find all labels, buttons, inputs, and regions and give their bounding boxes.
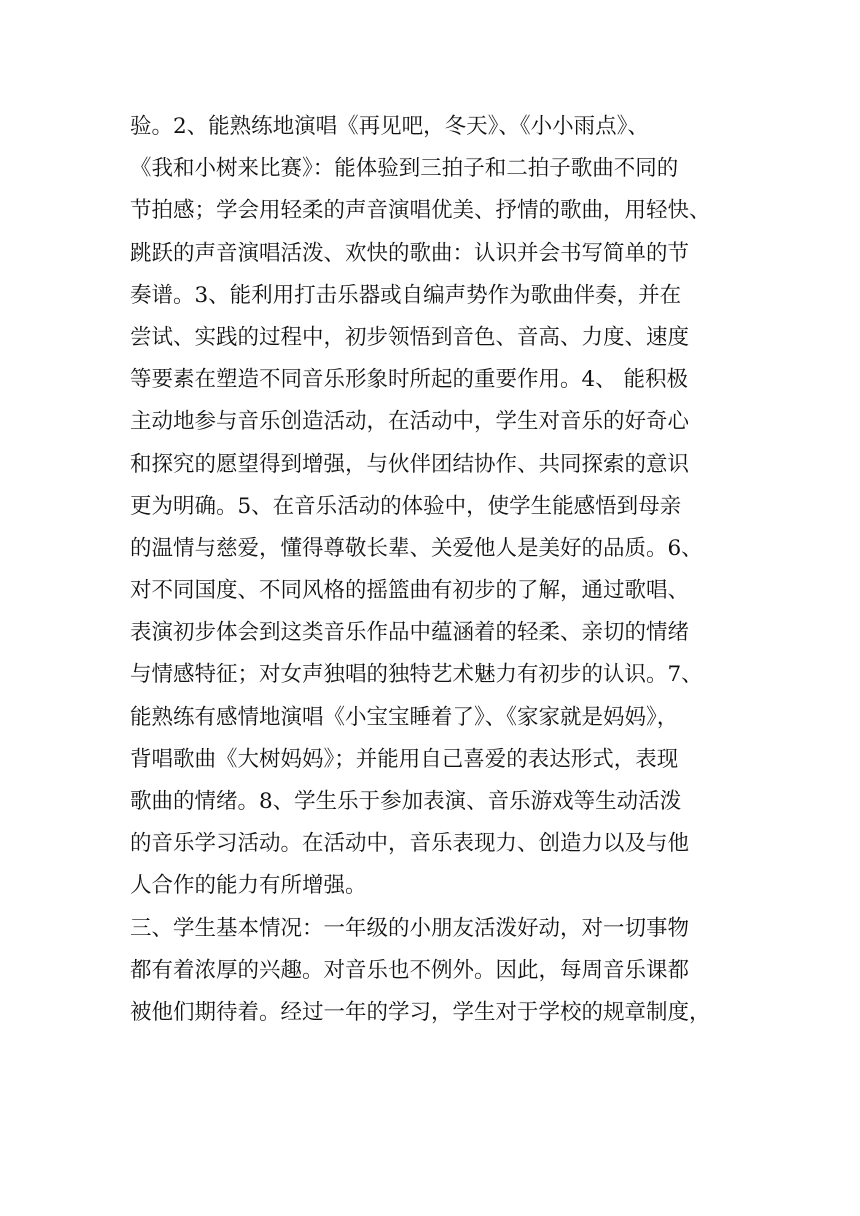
- text-line: 跳跃的声音演唱活泼、欢快的歌曲：认识并会书写简单的节: [130, 240, 690, 266]
- text-line: 人合作的能力有所增强。: [130, 873, 367, 899]
- text-line: 歌曲的情绪。8、学生乐于参加表演、音乐游戏等生动活泼: [130, 789, 682, 814]
- section-heading-line: 三、学生基本情况：一年级的小朋友活泼好动，对一切事物: [130, 915, 690, 941]
- text-line: 和探究的愿望得到增强，与伙伴团结协作、共同探索的意识: [130, 451, 690, 477]
- text-line: 与情感特征；对女声独唱的独特艺术魅力有初步的认识。7、: [130, 662, 703, 688]
- text-line: 都有着浓厚的兴趣。对音乐也不例外。因此，每周音乐课都: [130, 957, 690, 983]
- text-line: 表演初步体会到这类音乐作品中蕴涵着的轻柔、亲切的情绪: [130, 620, 690, 646]
- text-line: 验。2、能熟练地演唱《再见吧，冬天》、《小小雨点》、: [130, 114, 649, 139]
- text-line: 更为明确。5、在音乐活动的体验中，使学生能感悟到母亲: [130, 493, 682, 519]
- text-line: 的音乐学习活动。在活动中，音乐表现力、创造力以及与他: [130, 831, 690, 857]
- text-line: 节拍感；学会用轻柔的声音演唱优美、抒情的歌曲，用轻快、: [130, 198, 711, 224]
- text-line: 对不同国度、不同风格的摇篮曲有初步的了解，通过歌唱、: [130, 578, 690, 604]
- text-line: 主动地参与音乐创造活动，在活动中，学生对音乐的好奇心: [130, 409, 690, 435]
- text-line: 《我和小树来比赛》：能体验到三拍子和二拍子歌曲不同的: [130, 156, 679, 182]
- body-text: [130, 106, 750, 1034]
- text-line: 的温情与慈爱，懂得尊敬长辈、关爱他人是美好的品质。6、: [130, 535, 703, 561]
- text-line: 背唱歌曲《大树妈妈》；并能用自己喜爱的表达形式，表现: [130, 746, 679, 772]
- text-line: 奏谱。3、能利用打击乐器或自编声势作为歌曲伴奏，并在: [130, 282, 682, 308]
- text-line: 等要素在塑造不同音乐形象时所起的重要作用。4、 能积极: [130, 367, 689, 393]
- text-line: 能熟练有感情地演唱《小宝宝睡着了》、《家家就是妈妈》，: [130, 704, 679, 730]
- text-line: 尝试、实践的过程中，初步领悟到音色、音高、力度、速度: [130, 324, 690, 350]
- text-line: 被他们期待着。经过一年的学习，学生对于学校的规章制度，: [130, 999, 711, 1025]
